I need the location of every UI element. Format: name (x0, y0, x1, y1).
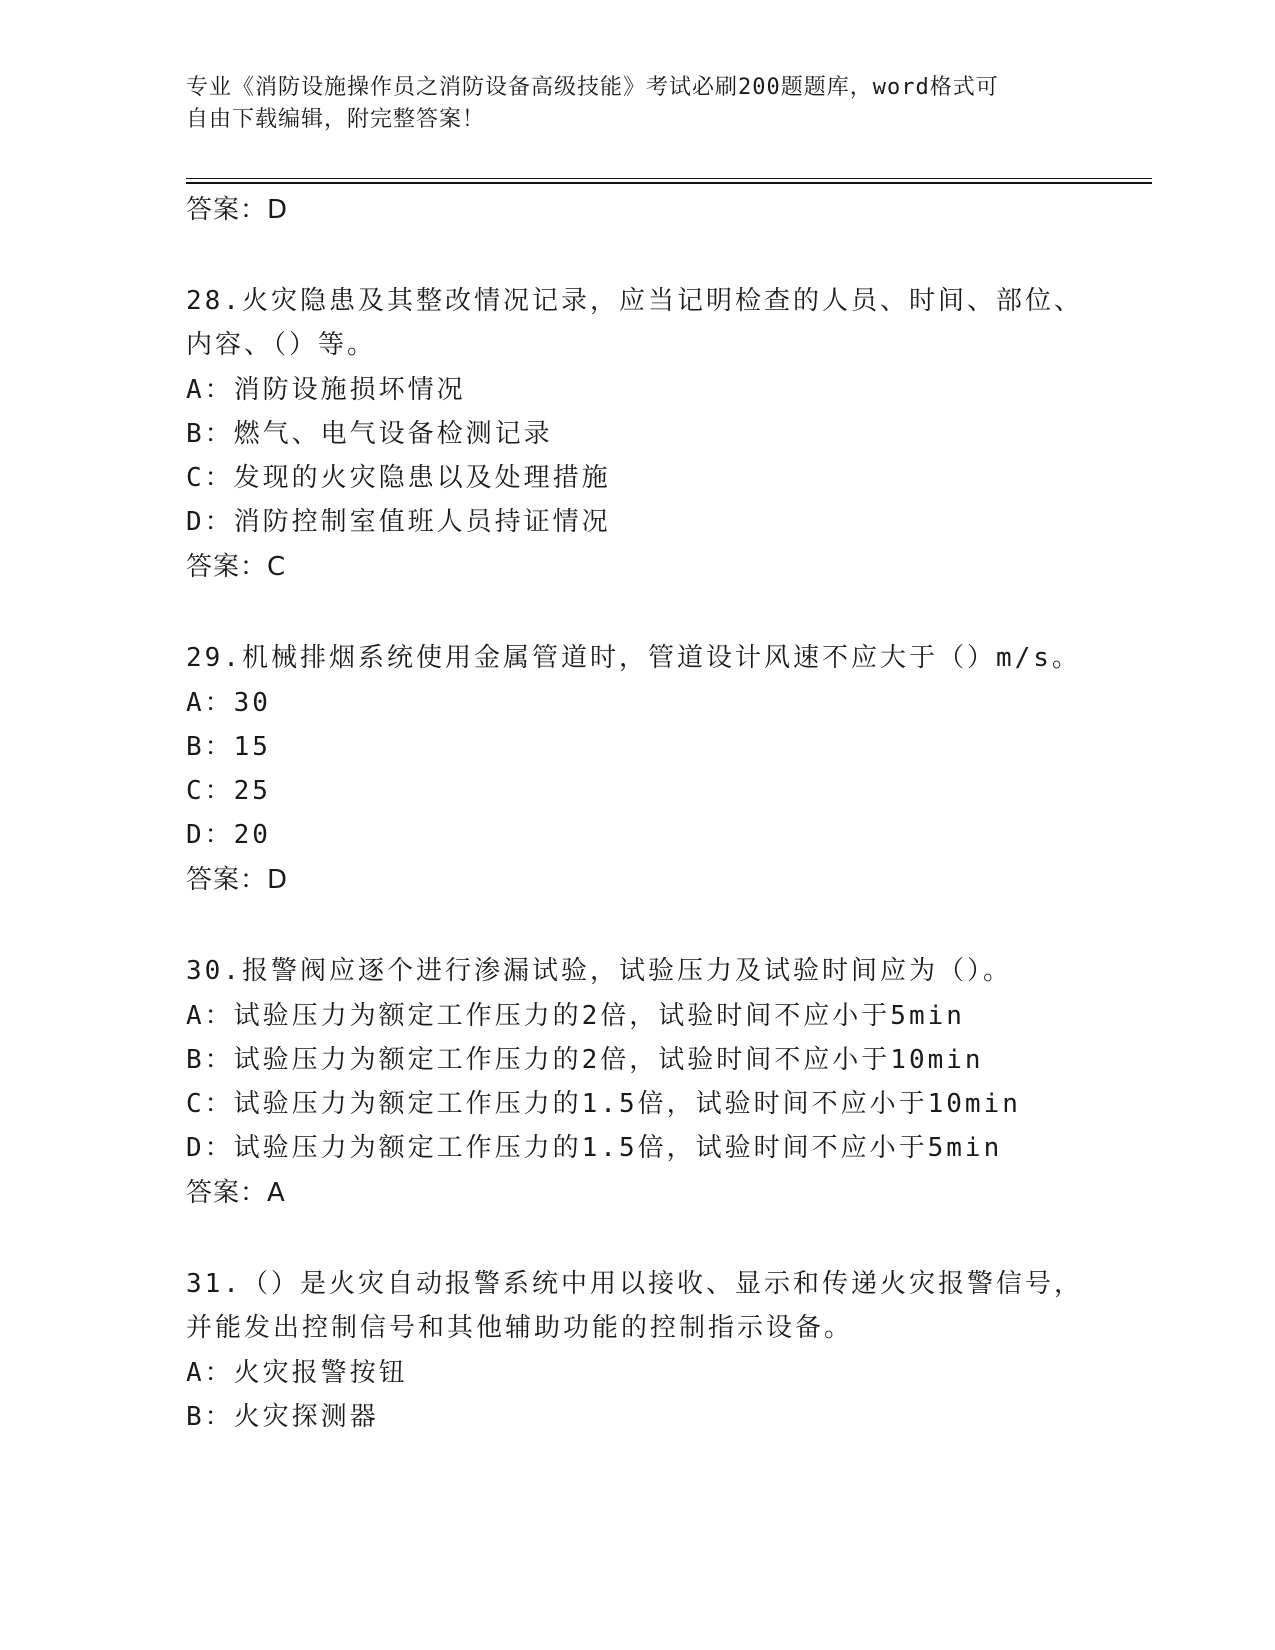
previous-answer: 答案：D (186, 195, 289, 225)
question-31-option-b: B：火灾探测器 (186, 1402, 379, 1432)
question-29-option-c: C：25 (186, 776, 271, 806)
question-28-option-d: D：消防控制室值班人员持证情况 (186, 507, 611, 537)
question-30-option-c: C：试验压力为额定工作压力的1.5倍，试验时间不应小于10min (186, 1089, 1021, 1119)
question-31-stem-line-1: 31.（）是火灾自动报警系统中用以接收、显示和传递火灾报警信号， (186, 1269, 1083, 1299)
question-30-option-d: D：试验压力为额定工作压力的1.5倍，试验时间不应小于5min (186, 1133, 1003, 1163)
question-30-answer: 答案：A (186, 1178, 286, 1208)
question-30-option-a: A：试验压力为额定工作压力的2倍，试验时间不应小于5min (186, 1001, 965, 1031)
header-line-2: 自由下载编辑，附完整答案！ (186, 107, 486, 132)
question-29-option-a: A：30 (186, 688, 271, 718)
header-divider-thin (186, 178, 1152, 179)
question-28-stem-line-2: 内容、（）等。 (186, 330, 377, 360)
document-header (186, 72, 1066, 136)
question-31-option-a: A：火灾报警按钮 (186, 1358, 408, 1388)
question-29-answer: 答案：D (186, 865, 289, 895)
question-28-option-c: C：发现的火灾隐患以及处理措施 (186, 463, 611, 493)
header-line-1: 专业《消防设施操作员之消防设备高级技能》考试必刷200题题库，word格式可 (186, 75, 999, 100)
question-28-answer: 答案：C (186, 552, 287, 582)
question-30-stem-line-1: 30.报警阀应逐个进行渗漏试验，试验压力及试验时间应为（）。 (186, 956, 1012, 986)
question-28-option-b: B：燃气、电气设备检测记录 (186, 419, 553, 449)
question-28-option-a: A：消防设施损坏情况 (186, 375, 466, 405)
question-28-stem-line-1: 28.火灾隐患及其整改情况记录，应当记明检查的人员、时间、部位、 (186, 286, 1083, 316)
question-31-stem-line-2: 并能发出控制信号和其他辅助功能的控制指示设备。 (186, 1313, 854, 1343)
question-29-option-b: B：15 (186, 732, 271, 762)
header-divider-thick (186, 182, 1152, 184)
question-29-option-d: D：20 (186, 820, 271, 850)
question-29-stem-line-1: 29.机械排烟系统使用金属管道时，管道设计风速不应大于（）m/s。 (186, 643, 1081, 673)
question-30-option-b: B：试验压力为额定工作压力的2倍，试验时间不应小于10min (186, 1045, 984, 1075)
